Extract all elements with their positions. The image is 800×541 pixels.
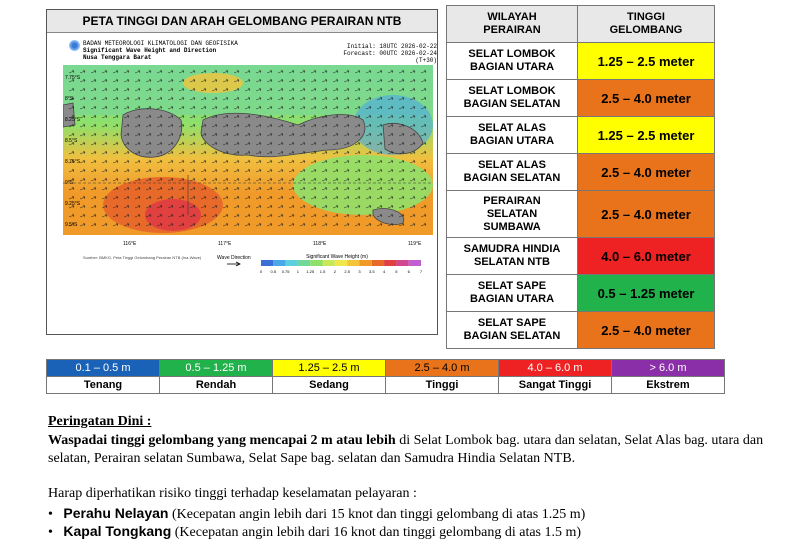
colorbar-swatch — [347, 260, 359, 266]
region-name: SELAT LOMBOK BAGIAN SELATAN — [447, 80, 578, 117]
region-name: SAMUDRA HINDIA SELATAN NTB — [447, 238, 578, 275]
region-name: SELAT SAPE BAGIAN UTARA — [447, 275, 578, 312]
vessel-desc: (Kecepatan angin lebih dari 16 knot dan tinggi gelombang di atas 1.5 m) — [171, 525, 582, 540]
wave-map-panel — [46, 9, 438, 335]
colorbar-title: Significant Wave Height (m) — [306, 254, 368, 260]
region-name: SELAT SAPE BAGIAN SELATAN — [447, 312, 578, 349]
colorbar-swatch — [323, 260, 335, 266]
map-header — [83, 40, 238, 61]
map-footnote: Sumber: BMKG, Peta Tinggi Gelombang Perairan NTB (Ina-Wave) — [83, 255, 202, 260]
vessel-name: Kapal Tongkang — [63, 523, 172, 539]
category-label: Tenang — [47, 377, 160, 394]
category-range: > 6.0 m — [612, 360, 725, 377]
colorbar-tick: 4 — [382, 269, 386, 274]
category-label: Tinggi — [386, 377, 499, 394]
category-label-row — [47, 377, 725, 394]
wave-height-value: 4.0 – 6.0 meter — [578, 238, 715, 275]
colorbar-tick: 0.5 — [270, 269, 277, 274]
region-name: SELAT LOMBOK BAGIAN UTARA — [447, 43, 578, 80]
warning-rest-text: di Selat Lombok bag. utara dan selatan, Selat Alas bag. utara dan selatan, Perairan selatan Sumbawa, Selat Sape bag. selatan dan Samudra Hindia Selatan NTB. — [48, 433, 764, 466]
colorbar-swatch — [396, 260, 408, 266]
wave-height-value: 1.25 – 2.5 meter — [578, 117, 715, 154]
map-area: Nusa Tenggara Barat — [83, 54, 152, 61]
category-label: Rendah — [160, 377, 273, 394]
colorbar-swatch — [384, 260, 396, 266]
table-row — [447, 43, 715, 80]
colorbar-ticks — [260, 269, 423, 274]
longitude-label: 119°E — [408, 241, 422, 247]
longitude-label: 118°E — [313, 241, 327, 247]
map-product: Significant Wave Height and Direction — [83, 47, 217, 54]
wave-height-value: 1.25 – 2.5 meter — [578, 43, 715, 80]
header-height: TINGGI GELOMBANG — [578, 6, 715, 43]
category-label: Ekstrem — [612, 377, 725, 394]
wave-height-value: 2.5 – 4.0 meter — [578, 312, 715, 349]
wave-height-colorbar — [257, 253, 427, 277]
colorbar-tick: 3 — [358, 269, 361, 274]
table-row — [447, 117, 715, 154]
region-name: SELAT ALAS BAGIAN UTARA — [447, 117, 578, 154]
latitude-label: 8°S — [65, 96, 74, 102]
latitude-label: 8.5°S — [65, 138, 78, 144]
southeast-sea-patch — [293, 155, 433, 215]
longitude-label: 117°E — [218, 241, 232, 247]
latitude-label: 8.25°S — [65, 117, 81, 123]
latitude-label: 9.25°S — [65, 201, 81, 207]
table-row — [447, 238, 715, 275]
colorbar-tick: 7 — [419, 269, 423, 274]
wave-direction-label: Wave Direction — [217, 255, 251, 261]
category-range: 2.5 – 4.0 m — [386, 360, 499, 377]
latitude-label: 8.75°S — [65, 159, 81, 165]
wave-category-legend — [46, 359, 725, 394]
colorbar-swatch — [335, 260, 347, 266]
longitude-label: 116°E — [123, 241, 137, 247]
colorbar-tick: 3.5 — [368, 269, 375, 274]
list-item: • Perahu Nelayan (Kecepatan angin lebih dari 15 knot dan tinggi gelombang di atas 1.25 m) — [48, 505, 586, 522]
colorbar-tick: 2 — [333, 269, 336, 274]
vessel-desc: (Kecepatan angin lebih dari 15 knot dan tinggi gelombang di atas 1.25 m) — [168, 507, 586, 522]
colorbar-tick: 2.5 — [344, 269, 350, 274]
wave-height-value: 2.5 – 4.0 meter — [578, 191, 715, 238]
colorbar-swatch — [409, 260, 421, 266]
colorbar-tick: 0.75 — [281, 269, 290, 274]
header-region: WILAYAH PERAIRAN — [447, 6, 578, 43]
category-range: 0.1 – 0.5 m — [47, 360, 160, 377]
list-item: • Kapal Tongkang (Kecepatan angin lebih dari 16 knot dan tinggi gelombang di atas 1.5 m) — [48, 523, 582, 540]
longitude-labels — [123, 241, 422, 247]
table-body — [447, 43, 715, 349]
region-name: PERAIRAN SELATAN SUMBAWA — [447, 191, 578, 238]
colorbar-swatch — [273, 260, 285, 266]
latitude-label: 7.75°S — [65, 75, 81, 81]
warning-paragraph — [48, 432, 768, 468]
colorbar-swatch — [372, 260, 384, 266]
colorbar-tick: 1.5 — [319, 269, 326, 274]
colorbar-swatch — [359, 260, 371, 266]
warning-bold-text: Waspadai tinggi gelombang yang mencapai 2 m atau lebih — [48, 433, 396, 448]
colorbar-tick: 6 — [407, 269, 410, 274]
region-name: SELAT ALAS BAGIAN SELATAN — [447, 154, 578, 191]
colorbar-tick: 5 — [395, 269, 398, 274]
wave-height-value: 2.5 – 4.0 meter — [578, 154, 715, 191]
wave-height-table — [446, 5, 715, 349]
wave-height-map — [63, 65, 433, 250]
wave-height-value: 2.5 – 4.0 meter — [578, 80, 715, 117]
colorbar-tick: 1 — [296, 269, 300, 274]
advice-text: Harap diperhatikan risiko tinggi terhadap keselamatan pelayaran : — [48, 486, 417, 501]
table-row — [447, 275, 715, 312]
table-row — [447, 312, 715, 349]
colorbar-swatch — [286, 260, 298, 266]
category-range-row — [47, 360, 725, 377]
map-title: PETA TINGGI DAN ARAH GELOMBANG PERAIRAN NTB — [47, 10, 437, 33]
vessel-name: Perahu Nelayan — [63, 505, 169, 521]
category-range: 4.0 – 6.0 m — [499, 360, 612, 377]
latitude-label: 9.5°S — [65, 222, 78, 228]
colorbar-tick: 1.25 — [306, 269, 315, 274]
colorbar-swatches — [261, 260, 421, 266]
table-row — [447, 191, 715, 238]
colorbar-swatch — [261, 260, 273, 266]
warning-heading: Peringatan Dini : — [48, 414, 152, 429]
colorbar-tick: 0 — [259, 269, 263, 274]
latitude-label: 9°S — [65, 180, 74, 186]
table-row — [447, 80, 715, 117]
map-forecast: Forecast: 00UTC 2026-02-24 (T+30) — [343, 50, 437, 64]
map-initial: Initial: 18UTC 2026-02-22 — [346, 43, 437, 50]
category-range: 1.25 – 2.5 m — [273, 360, 386, 377]
map-agency: BADAN METEOROLOGI KLIMATOLOGI DAN GEOFISIKA — [83, 40, 238, 47]
category-range: 0.5 – 1.25 m — [160, 360, 273, 377]
wave-height-value: 0.5 – 1.25 meter — [578, 275, 715, 312]
wave-direction-legend — [217, 255, 251, 269]
table-row — [447, 154, 715, 191]
colorbar-swatch — [298, 260, 310, 266]
category-label: Sangat Tinggi — [499, 377, 612, 394]
colorbar-swatch — [310, 260, 322, 266]
wave-direction-arrow-icon — [226, 261, 242, 267]
category-label: Sedang — [273, 377, 386, 394]
map-timestamps — [337, 43, 437, 64]
bmkg-logo-icon — [69, 40, 80, 51]
